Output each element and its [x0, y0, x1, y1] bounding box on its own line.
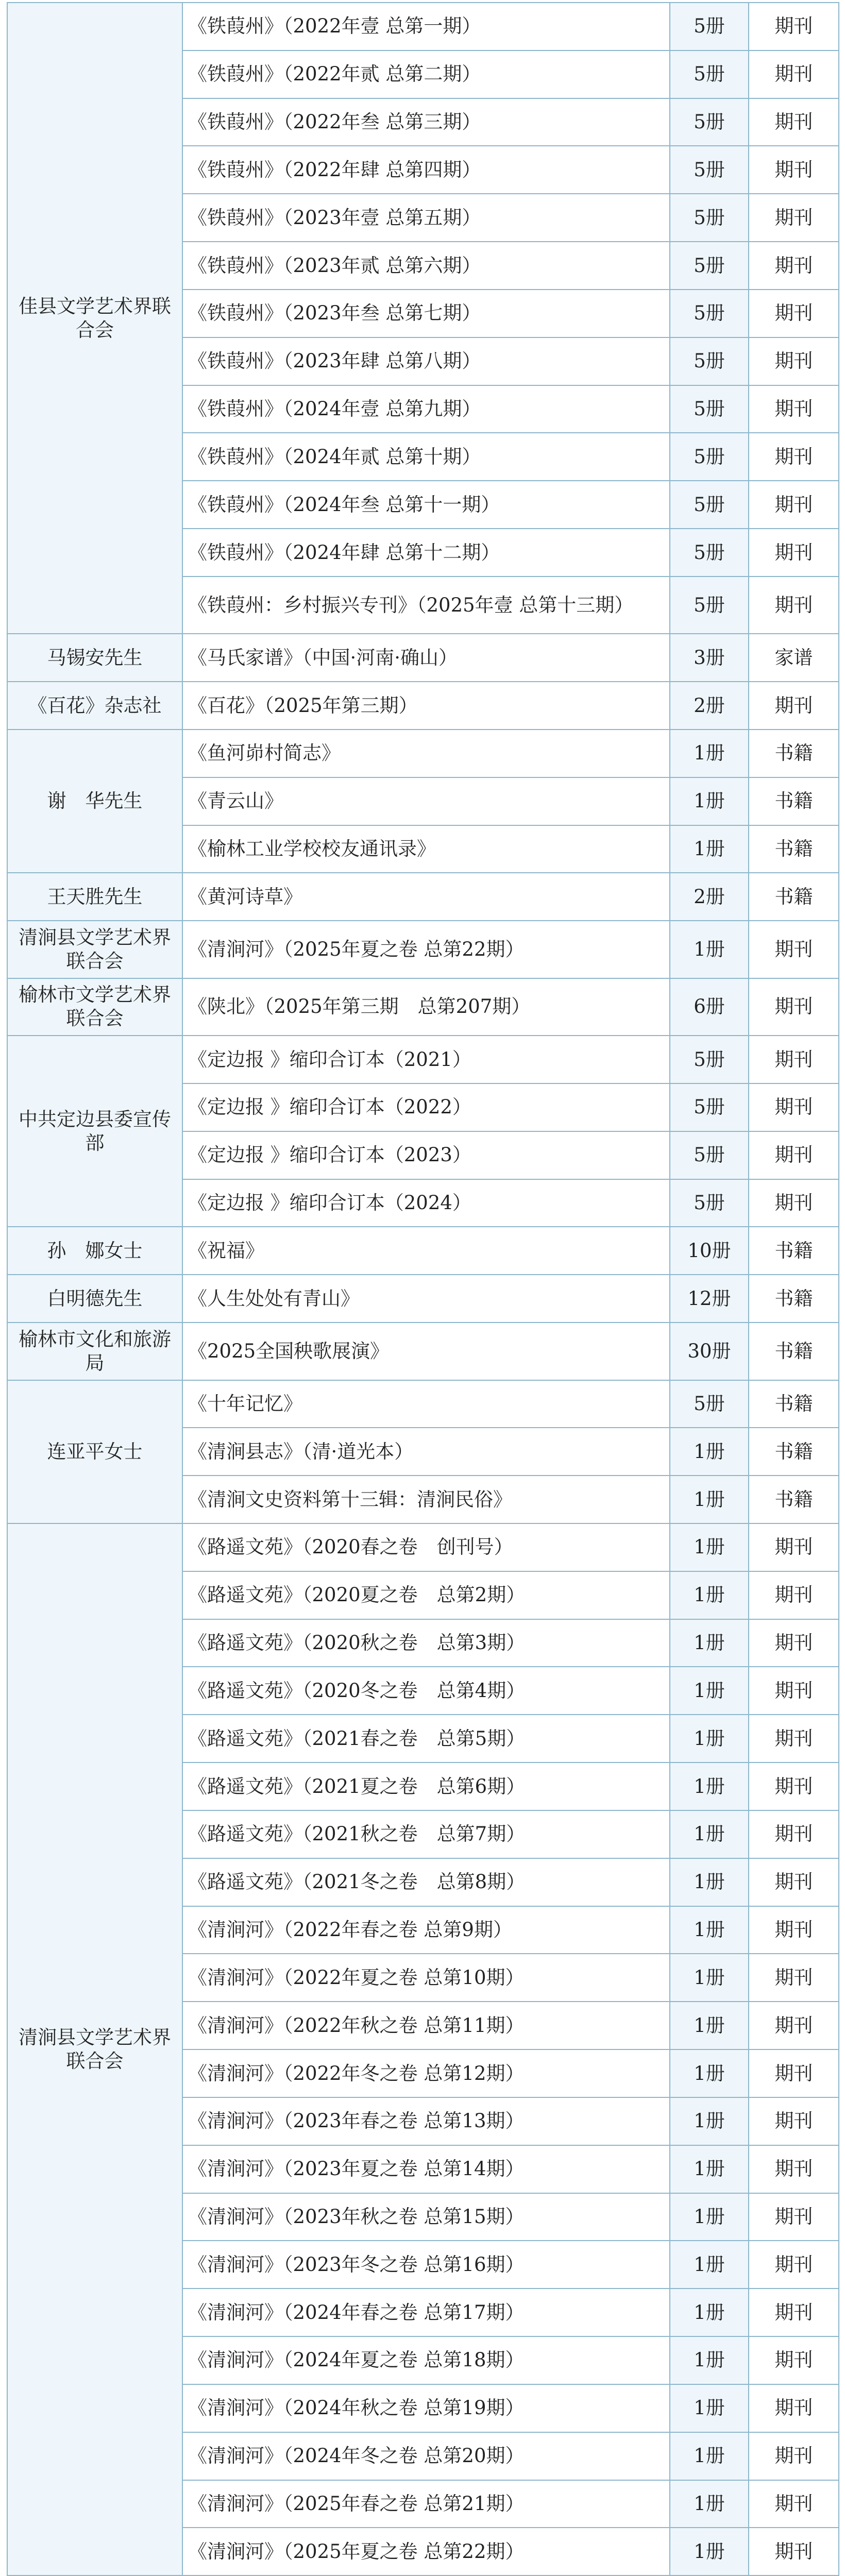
quantity-cell: 1册	[670, 1619, 749, 1667]
title-cell: 《路遥文苑》（2020春之卷 创刊号）	[182, 1523, 670, 1571]
quantity-cell: 5册	[670, 337, 749, 385]
title-cell: 《定边报 》缩印合订本（2022）	[182, 1083, 670, 1131]
category-cell: 期刊	[749, 1667, 839, 1715]
quantity-cell: 1册	[670, 2097, 749, 2145]
category-cell: 期刊	[749, 2049, 839, 2097]
quantity-cell: 1册	[670, 730, 749, 777]
category-cell: 书籍	[749, 1323, 839, 1380]
quantity-cell: 5册	[670, 50, 749, 98]
title-cell: 《清涧河》（2024年秋之卷 总第19期）	[182, 2384, 670, 2432]
quantity-cell: 30册	[670, 1323, 749, 1380]
category-cell: 期刊	[749, 2480, 839, 2528]
table-row	[7, 1380, 839, 1428]
quantity-cell: 5册	[670, 242, 749, 290]
table-row	[7, 634, 839, 682]
category-cell: 期刊	[749, 1858, 839, 1906]
quantity-cell: 1册	[670, 2384, 749, 2432]
category-cell: 书籍	[749, 1380, 839, 1428]
title-cell: 《铁葭州》（2022年壹 总第一期）	[182, 3, 670, 50]
category-cell: 书籍	[749, 825, 839, 873]
category-cell: 期刊	[749, 2097, 839, 2145]
title-cell: 《清涧县志》（清·道光本）	[182, 1428, 670, 1476]
table-row	[7, 682, 839, 730]
category-cell: 期刊	[749, 1571, 839, 1619]
quantity-cell: 1册	[670, 1523, 749, 1571]
category-cell: 书籍	[749, 873, 839, 921]
title-cell: 《铁葭州：乡村振兴专刊》（2025年壹 总第十三期）	[182, 577, 670, 634]
quantity-cell: 5册	[670, 433, 749, 481]
quantity-cell: 1册	[670, 2145, 749, 2193]
category-cell: 期刊	[749, 337, 839, 385]
category-cell: 期刊	[749, 1179, 839, 1227]
title-cell: 《清涧河》（2022年春之卷 总第9期）	[182, 1906, 670, 1954]
title-cell: 《清涧河》（2025年夏之卷 总第22期）	[182, 2528, 670, 2575]
quantity-cell: 6册	[670, 978, 749, 1036]
quantity-cell: 1册	[670, 1954, 749, 2002]
category-cell: 期刊	[749, 1036, 839, 1083]
quantity-cell: 1册	[670, 1571, 749, 1619]
category-cell: 期刊	[749, 529, 839, 577]
donor-cell: 马锡安先生	[7, 634, 182, 682]
quantity-cell: 1册	[670, 2336, 749, 2384]
quantity-cell: 5册	[670, 577, 749, 634]
donor-cell: 谢 华先生	[7, 730, 182, 873]
quantity-cell: 5册	[670, 3, 749, 50]
quantity-cell: 5册	[670, 194, 749, 242]
table-row	[7, 730, 839, 777]
table-row	[7, 1323, 839, 1380]
title-cell: 《清涧文史资料第十三辑：清涧民俗》	[182, 1476, 670, 1523]
donor-cell: 孙 娜女士	[7, 1227, 182, 1275]
quantity-cell: 5册	[670, 529, 749, 577]
quantity-cell: 1册	[670, 2480, 749, 2528]
category-cell: 期刊	[749, 2002, 839, 2049]
category-cell: 书籍	[749, 730, 839, 777]
title-cell: 《2025全国秧歌展演》	[182, 1323, 670, 1380]
title-cell: 《清涧河》（2023年冬之卷 总第16期）	[182, 2241, 670, 2289]
title-cell: 《铁葭州》（2024年叁 总第十一期）	[182, 481, 670, 529]
title-cell: 《清涧河》（2022年冬之卷 总第12期）	[182, 2049, 670, 2097]
quantity-cell: 1册	[670, 2049, 749, 2097]
category-cell: 期刊	[749, 98, 839, 146]
title-cell: 《路遥文苑》（2021夏之卷 总第6期）	[182, 1762, 670, 1810]
quantity-cell: 1册	[670, 777, 749, 825]
quantity-cell: 1册	[670, 825, 749, 873]
category-cell: 期刊	[749, 1906, 839, 1954]
category-cell: 期刊	[749, 433, 839, 481]
quantity-cell: 10册	[670, 1227, 749, 1275]
quantity-cell: 5册	[670, 1131, 749, 1179]
title-cell: 《铁葭州》（2022年贰 总第二期）	[182, 50, 670, 98]
quantity-cell: 1册	[670, 1667, 749, 1715]
quantity-cell: 5册	[670, 98, 749, 146]
quantity-cell: 3册	[670, 634, 749, 682]
category-cell: 期刊	[749, 2384, 839, 2432]
donor-cell: 佳县文学艺术界联合会	[7, 3, 182, 634]
title-cell: 《百花》（2025年第三期）	[182, 682, 670, 730]
category-cell: 期刊	[749, 2289, 839, 2336]
category-cell: 期刊	[749, 1762, 839, 1810]
title-cell: 《清涧河》（2025年春之卷 总第21期）	[182, 2480, 670, 2528]
quantity-cell: 1册	[670, 1715, 749, 1762]
table-row	[7, 1036, 839, 1083]
category-cell: 期刊	[749, 1954, 839, 2002]
title-cell: 《清涧河》（2022年夏之卷 总第10期）	[182, 1954, 670, 2002]
title-cell: 《清涧河》（2023年夏之卷 总第14期）	[182, 2145, 670, 2193]
title-cell: 《铁葭州》（2023年贰 总第六期）	[182, 242, 670, 290]
donor-cell: 榆林市文化和旅游局	[7, 1323, 182, 1380]
donation-table	[7, 2, 839, 2576]
donor-cell: 中共定边县委宣传部	[7, 1036, 182, 1227]
quantity-cell: 1册	[670, 2528, 749, 2575]
category-cell: 期刊	[749, 2241, 839, 2289]
table-row	[7, 978, 839, 1036]
quantity-cell: 1册	[670, 1476, 749, 1523]
title-cell: 《定边报 》缩印合订本（2021）	[182, 1036, 670, 1083]
category-cell: 期刊	[749, 385, 839, 433]
title-cell: 《铁葭州》（2024年壹 总第九期）	[182, 385, 670, 433]
title-cell: 《清涧河》（2024年夏之卷 总第18期）	[182, 2336, 670, 2384]
quantity-cell: 1册	[670, 1428, 749, 1476]
title-cell: 《清涧河》（2024年春之卷 总第17期）	[182, 2289, 670, 2336]
title-cell: 《铁葭州》（2024年贰 总第十期）	[182, 433, 670, 481]
title-cell: 《祝福》	[182, 1227, 670, 1275]
donor-cell: 清涧县文学艺术界联合会	[7, 1523, 182, 2575]
title-cell: 《黄河诗草》	[182, 873, 670, 921]
category-cell: 期刊	[749, 146, 839, 194]
title-cell: 《铁葭州》（2022年肆 总第四期）	[182, 146, 670, 194]
title-cell: 《铁葭州》（2022年叁 总第三期）	[182, 98, 670, 146]
category-cell: 期刊	[749, 50, 839, 98]
title-cell: 《清涧河》（2025年夏之卷 总第22期）	[182, 921, 670, 978]
title-cell: 《路遥文苑》（2020秋之卷 总第3期）	[182, 1619, 670, 1667]
table-row	[7, 921, 839, 978]
category-cell: 期刊	[749, 2432, 839, 2480]
quantity-cell: 1册	[670, 2193, 749, 2241]
category-cell: 书籍	[749, 777, 839, 825]
title-cell: 《路遥文苑》（2021春之卷 总第5期）	[182, 1715, 670, 1762]
quantity-cell: 1册	[670, 1906, 749, 1954]
category-cell: 期刊	[749, 1619, 839, 1667]
category-cell: 期刊	[749, 1131, 839, 1179]
category-cell: 期刊	[749, 242, 839, 290]
category-cell: 期刊	[749, 1523, 839, 1571]
category-cell: 期刊	[749, 2145, 839, 2193]
donor-cell: 连亚平女士	[7, 1380, 182, 1523]
title-cell: 《定边报 》缩印合订本（2023）	[182, 1131, 670, 1179]
title-cell: 《马氏家谱》（中国·河南·确山）	[182, 634, 670, 682]
title-cell: 《铁葭州》（2024年肆 总第十二期）	[182, 529, 670, 577]
category-cell: 期刊	[749, 2336, 839, 2384]
title-cell: 《铁葭州》（2023年肆 总第八期）	[182, 337, 670, 385]
quantity-cell: 5册	[670, 146, 749, 194]
title-cell: 《定边报 》缩印合订本（2024）	[182, 1179, 670, 1227]
table-row	[7, 1523, 839, 1571]
donor-cell: 王天胜先生	[7, 873, 182, 921]
quantity-cell: 1册	[670, 2289, 749, 2336]
title-cell: 《路遥文苑》（2020冬之卷 总第4期）	[182, 1667, 670, 1715]
quantity-cell: 2册	[670, 682, 749, 730]
table-row	[7, 3, 839, 50]
category-cell: 期刊	[749, 290, 839, 337]
category-cell: 期刊	[749, 577, 839, 634]
title-cell: 《十年记忆》	[182, 1380, 670, 1428]
quantity-cell: 5册	[670, 1380, 749, 1428]
category-cell: 期刊	[749, 682, 839, 730]
category-cell: 期刊	[749, 1083, 839, 1131]
table-row	[7, 1227, 839, 1275]
quantity-cell: 5册	[670, 1036, 749, 1083]
quantity-cell: 1册	[670, 2002, 749, 2049]
quantity-cell: 1册	[670, 1762, 749, 1810]
title-cell: 《路遥文苑》（2020夏之卷 总第2期）	[182, 1571, 670, 1619]
title-cell: 《铁葭州》（2023年壹 总第五期）	[182, 194, 670, 242]
quantity-cell: 12册	[670, 1275, 749, 1323]
title-cell: 《清涧河》（2024年冬之卷 总第20期）	[182, 2432, 670, 2480]
category-cell: 期刊	[749, 1810, 839, 1858]
donation-table-body	[7, 3, 839, 2576]
quantity-cell: 2册	[670, 873, 749, 921]
title-cell: 《路遥文苑》（2021秋之卷 总第7期）	[182, 1810, 670, 1858]
title-cell: 《鱼河峁村简志》	[182, 730, 670, 777]
category-cell: 期刊	[749, 2193, 839, 2241]
table-row	[7, 873, 839, 921]
quantity-cell: 1册	[670, 2432, 749, 2480]
title-cell: 《清涧河》（2023年春之卷 总第13期）	[182, 2097, 670, 2145]
category-cell: 书籍	[749, 1428, 839, 1476]
category-cell: 家谱	[749, 634, 839, 682]
title-cell: 《清涧河》（2023年秋之卷 总第15期）	[182, 2193, 670, 2241]
quantity-cell: 5册	[670, 481, 749, 529]
title-cell: 《陕北》（2025年第三期 总第207期）	[182, 978, 670, 1036]
quantity-cell: 1册	[670, 1810, 749, 1858]
category-cell: 期刊	[749, 481, 839, 529]
title-cell: 《青云山》	[182, 777, 670, 825]
category-cell: 期刊	[749, 194, 839, 242]
donor-cell: 白明德先生	[7, 1275, 182, 1323]
title-cell: 《路遥文苑》（2021冬之卷 总第8期）	[182, 1858, 670, 1906]
title-cell: 《清涧河》（2022年秋之卷 总第11期）	[182, 2002, 670, 2049]
category-cell: 书籍	[749, 1227, 839, 1275]
quantity-cell: 5册	[670, 1083, 749, 1131]
quantity-cell: 5册	[670, 290, 749, 337]
category-cell: 期刊	[749, 3, 839, 50]
category-cell: 书籍	[749, 1476, 839, 1523]
title-cell: 《人生处处有青山》	[182, 1275, 670, 1323]
donor-cell: 榆林市文学艺术界联合会	[7, 978, 182, 1036]
quantity-cell: 5册	[670, 385, 749, 433]
title-cell: 《铁葭州》（2023年叁 总第七期）	[182, 290, 670, 337]
quantity-cell: 1册	[670, 921, 749, 978]
quantity-cell: 1册	[670, 1858, 749, 1906]
donor-cell: 《百花》杂志社	[7, 682, 182, 730]
table-row	[7, 1275, 839, 1323]
quantity-cell: 1册	[670, 2241, 749, 2289]
category-cell: 期刊	[749, 1715, 839, 1762]
category-cell: 期刊	[749, 921, 839, 978]
category-cell: 期刊	[749, 978, 839, 1036]
quantity-cell: 5册	[670, 1179, 749, 1227]
category-cell: 书籍	[749, 1275, 839, 1323]
donor-cell: 清涧县文学艺术界联合会	[7, 921, 182, 978]
title-cell: 《榆林工业学校校友通讯录》	[182, 825, 670, 873]
category-cell: 期刊	[749, 2528, 839, 2575]
